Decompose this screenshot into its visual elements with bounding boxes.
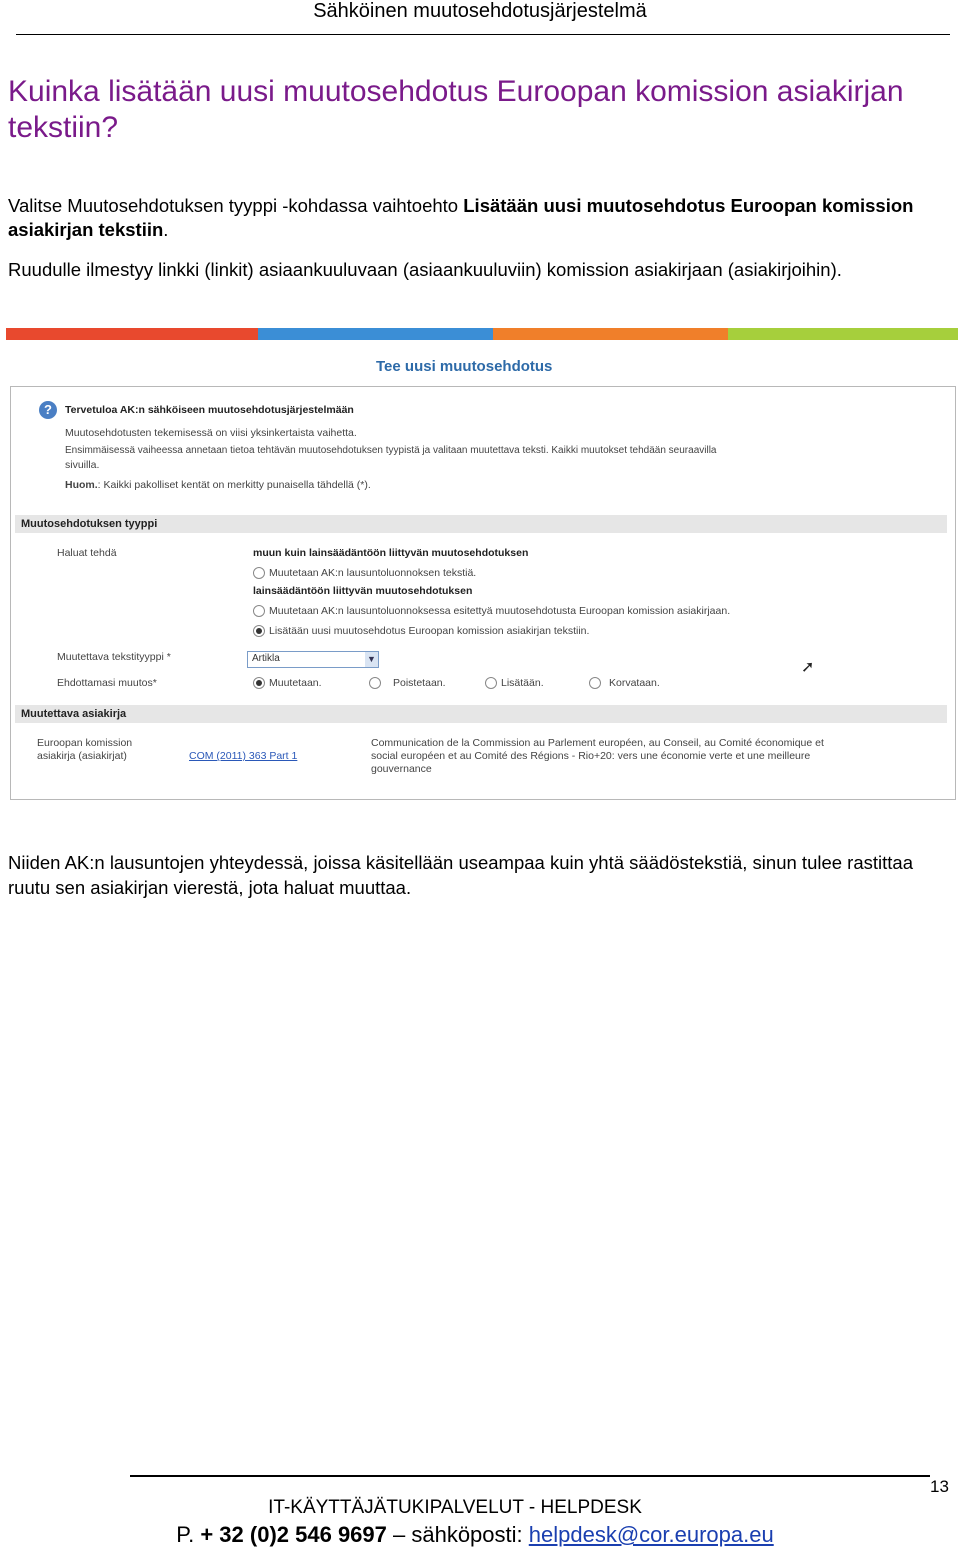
group-legislative: lainsäädäntöön liittyvän muutosehdotuksen bbox=[253, 585, 473, 597]
doc-label: Euroopan komission bbox=[37, 737, 133, 749]
link-paragraph: Ruudulle ilmestyy linkki (linkit) asiaankuuluvaan (asiaankuuluviin) komission asiakirjaan (asiakirjoihin). bbox=[8, 259, 842, 280]
doc-description: gouvernance bbox=[371, 763, 432, 775]
label-haluat: Haluat tehdä bbox=[57, 547, 117, 559]
radio-change-poistetaan[interactable] bbox=[369, 677, 381, 689]
label-ehdottamasi: Ehdottamasi muutos* bbox=[57, 677, 157, 689]
color-bar-3 bbox=[493, 328, 728, 340]
document-link[interactable]: COM (2011) 363 Part 1 bbox=[189, 750, 298, 762]
opt2-label: Muutetaan AK:n lausuntoluonnoksessa esitettyä muutosehdotusta Euroopan komission asiakirjaan. bbox=[269, 605, 731, 617]
opt3-label: Lisätään uusi muutosehdotus Euroopan komission asiakirjan tekstiin. bbox=[269, 625, 590, 637]
color-bars bbox=[6, 328, 958, 340]
running-header: Sähköinen muutosehdotusjärjestelmä bbox=[313, 0, 647, 22]
footer-contact bbox=[0, 1522, 950, 1548]
color-bar-4 bbox=[728, 328, 958, 340]
doc-description: social européen et au Comité des Régions - Rio+20: vers une économie verte et une meilleure bbox=[371, 750, 811, 762]
group-non-legislative: muun kuin lainsäädäntöön liittyvän muutosehdotuksen bbox=[253, 547, 529, 559]
instruction-text: Valitse Muutosehdotuksen tyyppi -kohdassa vaihtoehto bbox=[8, 195, 464, 216]
note-paragraph: Niiden AK:n lausuntojen yhteydessä, joissa käsitellään useampaa kuin yhtä säädöstekstiä, sinun tulee rastittaa ruutu sen asiakirjan vierestä, jota haluat muuttaa. bbox=[8, 852, 913, 898]
radio-opt1[interactable] bbox=[253, 567, 265, 579]
color-bar-1 bbox=[6, 328, 258, 340]
radio-change-lisataan[interactable] bbox=[485, 677, 497, 689]
welcome-title: Tervetuloa AK:n sähköiseen muutosehdotusjärjestelmään bbox=[65, 404, 354, 416]
welcome-line: sivuilla. bbox=[65, 459, 100, 471]
instruction-end: . bbox=[163, 219, 169, 240]
welcome-line: Ensimmäisessä vaiheessa annetaan tietoa tehtävän muutosehdotuksen tyypistä ja valitaan muutettava teksti. Kaikki muutokset tehdään seuraavilla bbox=[65, 445, 717, 456]
chevron-down-icon: ▼ bbox=[365, 652, 378, 667]
email-link[interactable]: helpdesk@cor.europa.eu bbox=[528, 1522, 774, 1547]
change-opt-label: Muutetaan. bbox=[269, 677, 322, 689]
doc-description: Communication de la Commission au Parlement européen, au Conseil, au Comité économique et bbox=[371, 737, 824, 749]
change-opt-label: Lisätään. bbox=[501, 677, 544, 689]
opt1-label: Muutetaan AK:n lausuntoluonnoksen tekstiä. bbox=[269, 567, 477, 579]
instruction-option: Lisätään uusi muutosehdotus Euroopan komission asiakirjan tekstiin bbox=[8, 195, 914, 240]
text-type-select[interactable] bbox=[247, 651, 379, 668]
page-number: 13 bbox=[930, 1477, 949, 1496]
form-screenshot bbox=[6, 328, 958, 802]
email-label: – sähköposti: bbox=[386, 1522, 529, 1547]
radio-opt2[interactable] bbox=[253, 605, 265, 617]
form-panel bbox=[10, 386, 956, 800]
change-opt-label: Korvataan. bbox=[609, 677, 660, 689]
section-bar bbox=[15, 705, 947, 723]
instruction-paragraph bbox=[8, 194, 958, 242]
page-title: Kuinka lisätään uusi muutosehdotus Euroopan komission asiakirjan tekstiin? bbox=[8, 75, 904, 144]
form-title: Tee uusi muutosehdotus bbox=[376, 358, 553, 375]
note-label: Huom. bbox=[65, 479, 98, 491]
footer-divider bbox=[130, 1475, 930, 1477]
required-note bbox=[65, 479, 371, 491]
doc-label: asiakirja (asiakirjat) bbox=[37, 750, 127, 762]
mouse-cursor-icon: ➚ bbox=[801, 659, 815, 676]
change-opt-label: Poistetaan. bbox=[393, 677, 446, 689]
header-divider bbox=[16, 34, 950, 35]
label-tekstityyppi: Muutettava tekstityyppi * bbox=[57, 651, 171, 663]
select-value: Artikla bbox=[252, 653, 280, 664]
info-icon: ? bbox=[39, 401, 57, 419]
phone-number: + 32 (0)2 546 9697 bbox=[200, 1522, 387, 1547]
radio-change-muutetaan[interactable] bbox=[253, 677, 265, 689]
section-title-document: Muutettava asiakirja bbox=[21, 708, 127, 720]
radio-change-korvataan[interactable] bbox=[589, 677, 601, 689]
color-bar-2 bbox=[258, 328, 493, 340]
footer-title: IT-KÄYTTÄJÄTUKIPALVELUT - HELPDESK bbox=[268, 1497, 642, 1518]
welcome-line: Muutosehdotusten tekemisessä on viisi yksinkertaista vaihetta. bbox=[65, 427, 357, 439]
phone-prefix: P. bbox=[176, 1522, 201, 1547]
section-title-type: Muutosehdotuksen tyyppi bbox=[21, 518, 158, 530]
note-text: : Kaikki pakolliset kentät on merkitty punaisella tähdellä (*). bbox=[97, 479, 371, 491]
radio-opt3[interactable] bbox=[253, 625, 265, 637]
